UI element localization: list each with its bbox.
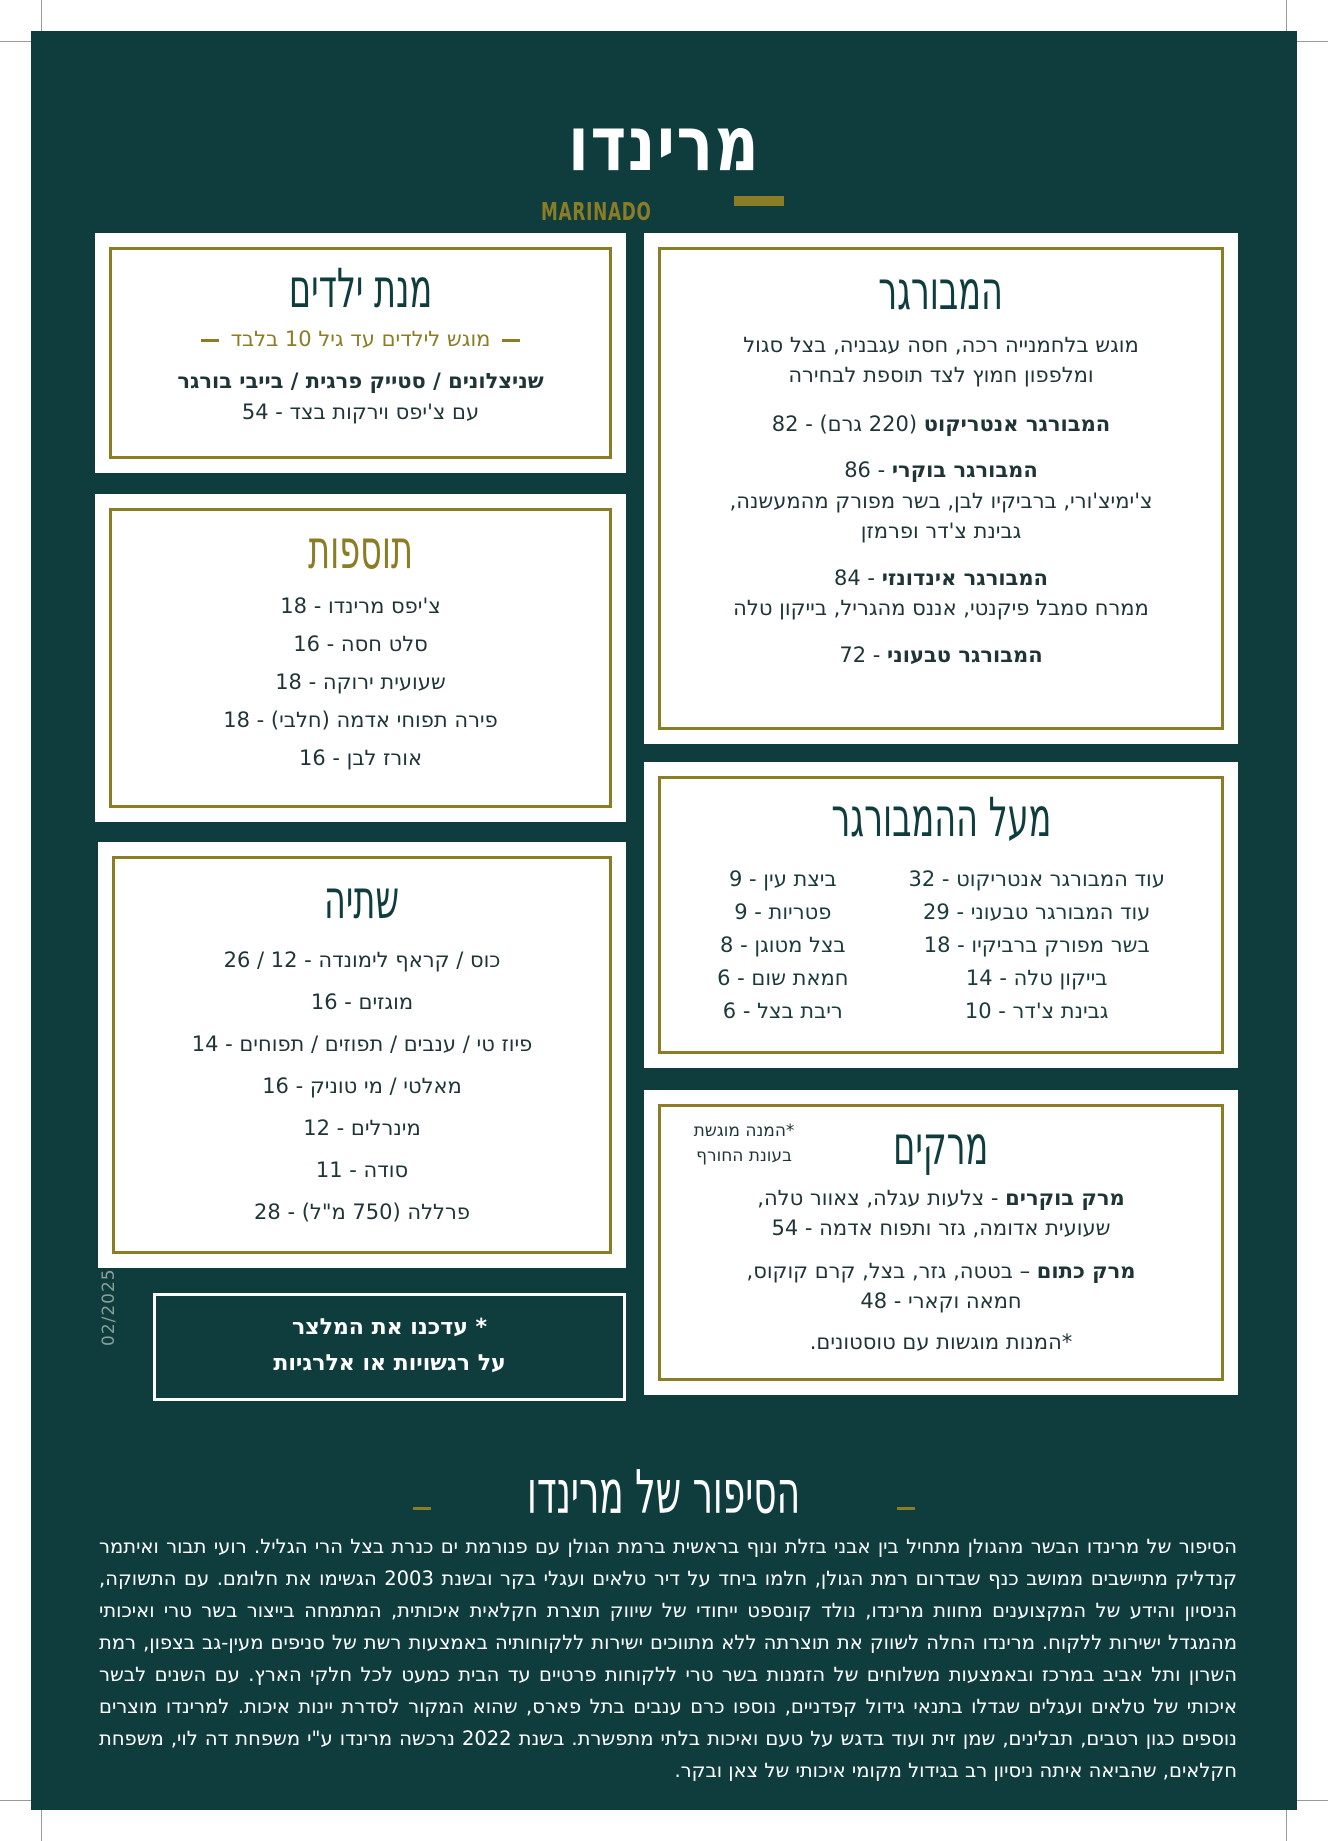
crop-mark (1297, 41, 1328, 42)
menu-item-burger-vegan (661, 640, 1221, 670)
allergy-notice (153, 1293, 626, 1401)
story-text: הסיפור של מרינדו הבשר מהגולן מתחיל בין אבני בזלת ונוף בראשית ברמת הגולן עם פנורמת ים כנרת בצל הרי הגליל. רועי תבור ואיתמר קנדליק מתיישבים ממושב כנף שבדרום רמת הגולן, חלמו ביחד על דיר טלאים ועגלי בקר ובשנת 2003 הגשימו את חלומם. עם התשוקה, הניסיון והידע של המקצוענים מחוות מרינדו, נולד קונספט ייחודי של שיווק תוצרת חקלאית איכותית, המתמחה בייצור בשר טרי ואיכותי מהמגדל ישירות ללקוח. מרינדו החלה לשווק את תוצרתה ללא מתווכים ישירות ללקוחותיה באמצעות רשת של סניפים מעין-גב בצפון, רמת השרון ותל אביב במרכז ובאמצעות משלוחים של הזמנות בשר טרי ללקוחות פרטיים עד הבית כמעט לכל חלקי הארץ. עם השנים לבשר איכותי של טלאים ועגלים שגדלו בתנאי גידול קפדניים, נוספו כרם ענבים בתל פארס, שהוא המקור לסדרת יינות איכות. למרינדו מוצרים נוספים כגון רטבים, תבלינים, שמן זית ועוד בדגש על טעם ואיכות בלתי מתפשרת. בשנת 2022 נרכשה מרינדו ע"י משפחת דה לוי, משפחת חקלאים, שהביאה איתה ניסיון רב בגידול מקומי איכותי של צאן ובקר. (99, 1535, 1237, 1782)
menu-page (31, 31, 1297, 1810)
soups-footnote: *המנות מוגשות עם טוסטונים. (809, 1329, 1073, 1354)
list-item: אורז לבן - 16 (298, 746, 423, 770)
burger-intro-2: ומלפפון חמוץ לצד תוספת לבחירה (788, 363, 1094, 388)
burger-card (644, 233, 1238, 744)
drinks-card (98, 842, 626, 1268)
item-price: - 72 (839, 642, 881, 667)
list-item: פיוז טי / ענבים / תפוזים / תפוחים - 14 (191, 1032, 533, 1056)
dash-decoration (897, 1507, 915, 1510)
list-item: פטריות - 9 (734, 900, 832, 924)
list-item: סודה - 11 (315, 1158, 409, 1182)
allergy-line: על רגשויות או אלרגיות (273, 1351, 506, 1376)
list-item: מינרלים - 12 (303, 1116, 421, 1140)
item-name: מרק כתום (1036, 1258, 1136, 1283)
menu-item-soup-cowboy (661, 1183, 1221, 1213)
list-item: בשר מפורק ברביקיו - 18 (923, 933, 1150, 957)
list-item: בצל מטוגן - 8 (720, 933, 846, 957)
brand-latin: MARINADO (541, 197, 652, 226)
soups-title: מרקים (893, 1114, 989, 1177)
list-item: חמאת שום - 6 (717, 966, 849, 990)
item-name: המבורגר טבעוני (887, 642, 1043, 667)
list-item: עוד המבורגר טבעוני - 29 (923, 900, 1151, 924)
menu-item-burger-bokri (661, 455, 1221, 485)
kids-card (95, 233, 626, 473)
soups-season-note (669, 1119, 819, 1169)
kids-side: עם צ'יפס וירקות בצד - 54 (241, 399, 480, 424)
story-heading (31, 1458, 1297, 1528)
list-item: ריבת בצל - 6 (722, 999, 843, 1023)
item-price: (220 גרם) - 82 (771, 411, 918, 436)
list-item: בייקון טלה - 14 (965, 966, 1108, 990)
item-desc: צ'ימיצ'ורי, ברביקיו לבן, בשר מפורק מהמעשנה, (729, 488, 1153, 513)
menu-item-burger-indonesian (661, 563, 1221, 593)
crop-mark (1286, 1810, 1287, 1841)
season-note-line: בעונת החורף (696, 1146, 792, 1166)
drinks-title: שתיה (324, 868, 400, 931)
crop-mark (0, 1800, 31, 1801)
crop-mark (1297, 1800, 1328, 1801)
list-item: עוד המבורגר אנטריקוט - 32 (908, 867, 1165, 891)
item-price: - 86 (844, 458, 886, 483)
kids-options: שניצלונים / סטייק פרגית / בייבי בורגר (177, 369, 544, 394)
item-name: המבורגר בוקרי (891, 458, 1038, 483)
item-desc: גבינת צ'דר ופרמזן (860, 519, 1022, 544)
toppings-title: מעל ההמבורגר (831, 786, 1051, 849)
toppings-card (644, 762, 1238, 1068)
item-name: המבורגר אינדונזי (881, 565, 1048, 590)
kids-subtitle-text: מוגש לילדים עד גיל 10 בלבד (230, 327, 491, 351)
list-item: ביצת עין - 9 (728, 867, 837, 891)
dash-decoration (201, 339, 219, 342)
print-date: 02/2025 (99, 1268, 119, 1346)
crop-mark (41, 1810, 42, 1841)
dash-decoration (413, 1507, 431, 1510)
allergy-line: * עדכנו את המלצר (291, 1315, 488, 1340)
crop-mark (0, 41, 31, 42)
toppings-right-column (908, 863, 1164, 1028)
toppings-left-column (717, 863, 848, 1028)
crop-mark (1286, 0, 1287, 31)
season-note-line: *המנה מוגשת (693, 1121, 795, 1141)
item-desc: חמאה וקארי - 48 (860, 1289, 1022, 1314)
sides-card (95, 494, 626, 822)
item-price: - 84 (834, 565, 876, 590)
logo-underline (734, 196, 784, 206)
item-name: המבורגר אנטריקוט (923, 411, 1111, 436)
burger-intro-1: מוגש בלחמנייה רכה, חסה עגבניה, בצל סגול (743, 333, 1139, 357)
item-name: מרק בוקרים (1005, 1186, 1125, 1210)
kids-title: מנת ילדים (288, 257, 433, 320)
soups-card (644, 1090, 1238, 1395)
item-desc: - צלעות עגלה, צאוור טלה, (757, 1186, 999, 1210)
crop-mark (41, 0, 42, 31)
kids-subtitle (112, 324, 609, 354)
list-item: מוגזים - 16 (310, 990, 414, 1014)
item-desc: שעועית אדומה, גזר ותפוח אדמה - 54 (771, 1216, 1111, 1241)
burger-title: המבורגר (878, 259, 1004, 322)
list-item: פירה תפוחי אדמה (חלבי) - 18 (223, 708, 498, 732)
list-item: גבינת צ'דר - 10 (964, 999, 1109, 1023)
item-desc: ממרח סמבל פיקנטי, אננס מהגריל, בייקון טלה (733, 596, 1149, 621)
dash-decoration (502, 339, 520, 342)
menu-item-soup-orange (661, 1256, 1221, 1286)
list-item: צ'יפס מרינדו - 18 (280, 594, 441, 618)
sides-title: תוספות (308, 518, 413, 581)
brand-hebrew: מרינדו (567, 99, 761, 188)
menu-item-burger-entrecote (661, 409, 1221, 439)
story-title: הסיפור של מרינדו (527, 1458, 801, 1528)
list-item: כוס / קראף לימונדה - 12 / 26 (223, 948, 501, 972)
list-item: מאלטי / מי טוניק - 16 (262, 1074, 462, 1098)
brand-logo (31, 99, 1297, 188)
item-desc: – בטטה, גזר, בצל, קרם קוקוס, (746, 1258, 1031, 1283)
list-item: פרללה (750 מ"ל) - 28 (254, 1200, 470, 1224)
list-item: שעועית ירוקה - 18 (275, 670, 446, 694)
list-item: סלט חסה - 16 (293, 632, 428, 656)
